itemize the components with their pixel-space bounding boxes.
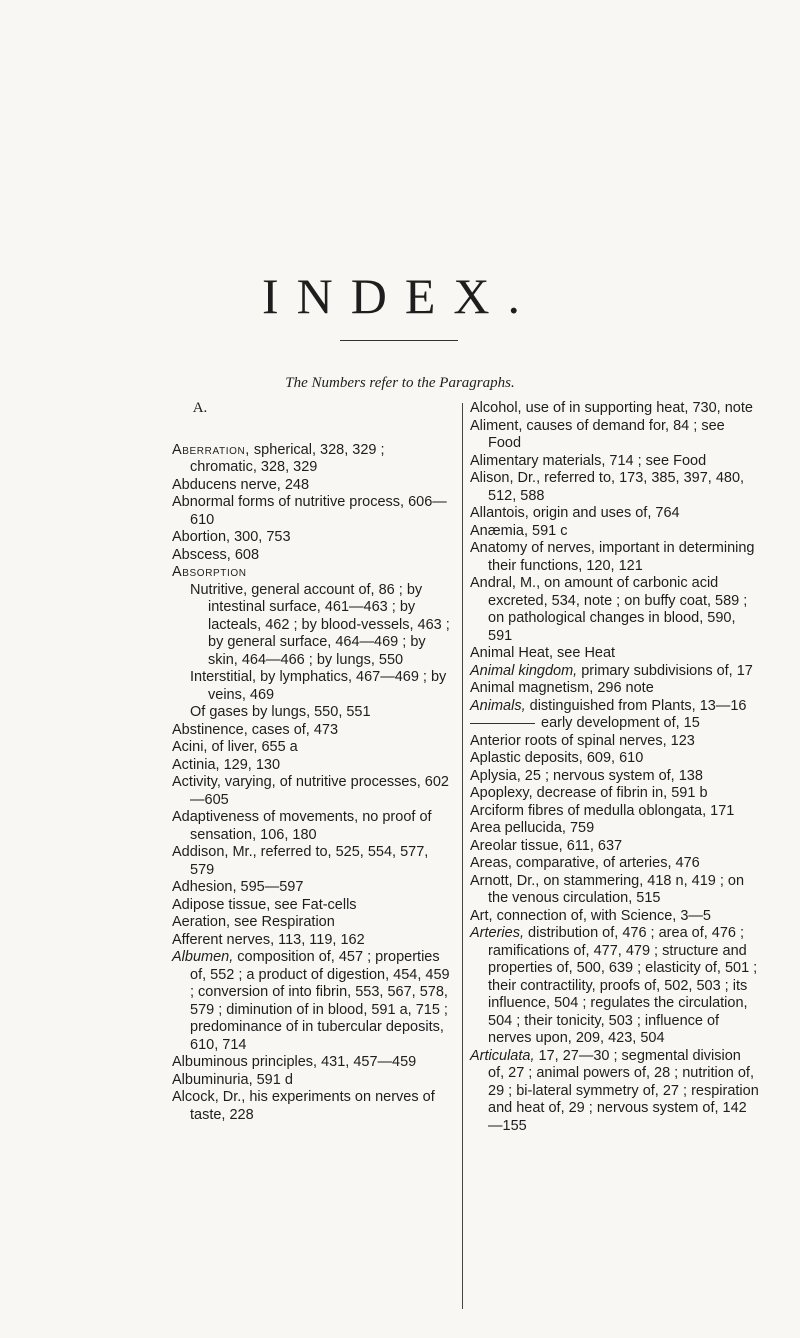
index-entry — [470, 400, 760, 418]
section-letter: A. — [192, 400, 208, 416]
left-column — [172, 400, 454, 1124]
entry-text: Acini, of liver, 655 a — [172, 739, 298, 755]
index-entry — [172, 949, 454, 1054]
entry-rest: distribution of, 476 ; area of, 476 ; ramifications of, 477, 479 ; structure and properties of, 500, 639 ; elasticity of, 501 ; their contractility, proofs of, 502, 503 ; its influence, 504 ; regulates the circulation, 504 ; their tonicity, 503 ; influence of nerves upon, 209, 423, 504 — [488, 925, 758, 1046]
entry-text: Actinia, 129, 130 — [172, 756, 281, 773]
ditto-rule — [470, 723, 535, 724]
index-entry — [470, 873, 760, 908]
entry-text: Of gases by lungs, 550, 551 — [190, 704, 371, 720]
entry-text: Abstinence, cases of, 473 — [172, 721, 339, 738]
left-entries — [172, 442, 454, 1125]
entry-text: Art, connection of, with Science, 3—5 — [470, 907, 711, 924]
index-entry — [470, 505, 760, 523]
entry-rest: composition of, 457 ; properties of, 552 ; a product of digestion, 454, 459 ; conversion of into fibrin, 553, 567, 578, 579 ; diminution of in blood, 591 a, 715 ; predominance of in tubercular deposits, 610, 714 — [190, 949, 450, 1053]
index-entry — [470, 838, 760, 856]
index-entry — [470, 418, 760, 453]
index-entry — [172, 477, 454, 495]
entry-text: Areolar tissue, 611, 637 — [470, 837, 623, 854]
index-entry — [470, 540, 760, 575]
index-entry — [470, 803, 760, 821]
index-entry — [172, 582, 454, 670]
entry-head: Animal kingdom, — [470, 662, 578, 679]
index-entry — [172, 1072, 454, 1090]
entry-text: Interstitial, by lymphatics, 467—469 ; by veins, 469 — [190, 669, 447, 703]
entry-text: Areas, comparative, of arteries, 476 — [470, 855, 700, 871]
index-entry — [172, 704, 454, 722]
entry-text: Aeration, see Respiration — [172, 914, 335, 930]
entry-text: early development of, 15 — [541, 715, 700, 731]
index-entry — [470, 645, 760, 663]
entry-rest: spherical, 328, 329 ; chromatic, 328, 329 — [190, 441, 385, 475]
entry-text: Arciform fibres of medulla oblongata, 171 — [470, 802, 735, 819]
title-rule — [340, 340, 458, 341]
entry-head: Aberration, — [172, 441, 250, 458]
index-entry — [470, 575, 760, 645]
entry-head: Arteries, — [470, 925, 524, 941]
index-entry — [470, 750, 760, 768]
entry-text: Abortion, 300, 753 — [172, 529, 291, 545]
entry-text: Activity, varying, of nutritive processes, 602—605 — [172, 774, 449, 808]
entry-text: Alison, Dr., referred to, 173, 385, 397, 480, 512, 588 — [470, 470, 745, 504]
entry-text: Area pellucida, 759 — [470, 820, 595, 836]
index-entry — [172, 1054, 454, 1072]
column-divider — [462, 403, 463, 1309]
entry-text: Anatomy of nerves, important in determining their functions, 120, 121 — [470, 540, 755, 574]
index-entry — [172, 774, 454, 809]
entry-rest: distinguished from Plants, 13—16 — [525, 697, 747, 714]
entry-text: Adhesion, 595—597 — [172, 879, 304, 895]
entry-text: Aplysia, 25 ; nervous system of, 138 — [470, 767, 703, 784]
index-entry — [470, 523, 760, 541]
index-entry — [470, 698, 760, 716]
entry-text: Adipose tissue, see Fat-cells — [172, 896, 357, 913]
entry-rest: 17, 27—30 ; segmental division of, 27 ; animal powers of, 28 ; nutrition of, 29 ; bi-lateral symmetry of, 27 ; respiration and heat of, 29 ; nervous system of, 142—155 — [488, 1047, 759, 1134]
entry-text: Arnott, Dr., on stammering, 418 n, 419 ; on the venous circulation, 515 — [470, 872, 745, 906]
index-entry — [470, 680, 760, 698]
index-entry — [172, 529, 454, 547]
index-entry — [470, 453, 760, 471]
index-entry — [172, 494, 454, 529]
entry-rest: primary subdivisions of, 17 — [577, 662, 753, 679]
entry-text: Nutritive, general account of, 86 ; by intestinal surface, 461—463 ; by lacteals, 462 ; by blood-vessels, 463 ; by general surface, 464—469 ; by skin, 464—466 ; by lungs, 550 — [190, 581, 450, 668]
entry-text: Alimentary materials, 714 ; see Food — [470, 452, 707, 469]
page-title: INDEX. — [261, 268, 539, 324]
index-entry — [172, 442, 454, 477]
entry-text: Alcohol, use of in supporting heat, 730, note — [470, 400, 753, 416]
right-entries — [470, 400, 760, 1135]
entry-text: Addison, Mr., referred to, 525, 554, 577, 579 — [172, 844, 429, 878]
entry-head: Animals, — [470, 697, 526, 714]
entry-text: Aliment, causes of demand for, 84 ; see Food — [470, 417, 725, 451]
index-entry — [172, 897, 454, 915]
index-entry — [470, 1048, 760, 1136]
entry-text: Alcock, Dr., his experiments on nerves of taste, 228 — [172, 1089, 435, 1123]
entry-head: Albumen, — [172, 949, 234, 965]
index-entry — [172, 669, 454, 704]
index-entry — [172, 914, 454, 932]
entry-text: Abnormal forms of nutritive process, 606—610 — [172, 494, 447, 528]
entry-text: Albuminous principles, 431, 457—459 — [172, 1054, 417, 1070]
index-entry — [470, 785, 760, 803]
entry-text: Animal magnetism, 296 note — [470, 680, 654, 696]
entry-text: Allantois, origin and uses of, 764 — [470, 505, 680, 521]
entry-head: Articulata, — [470, 1047, 535, 1064]
index-entry — [172, 564, 454, 582]
index-entry — [172, 1089, 454, 1124]
entry-text: Aplastic deposits, 609, 610 — [470, 750, 644, 766]
index-entry — [172, 809, 454, 844]
entry-text: Anterior roots of spinal nerves, 123 — [470, 732, 695, 749]
index-entry — [470, 820, 760, 838]
index-entry — [172, 844, 454, 879]
entry-text: Abducens nerve, 248 — [172, 476, 310, 493]
entry-text: Afferent nerves, 113, 119, 162 — [172, 931, 365, 948]
entry-text: Andral, M., on amount of carbonic acid excreted, 534, note ; on buffy coat, 589 ; on pathological changes in blood, 590, 591 — [470, 575, 748, 644]
index-entry — [470, 733, 760, 751]
entry-text: Anæmia, 591 c — [470, 522, 568, 539]
entry-head: Absorption — [172, 564, 247, 580]
index-entry — [470, 855, 760, 873]
index-entry — [470, 470, 760, 505]
index-entry — [470, 715, 760, 733]
index-entry — [172, 547, 454, 565]
page-subtitle: The Numbers refer to the Paragraphs. — [285, 375, 515, 391]
entry-text: Albuminuria, 591 d — [172, 1071, 293, 1088]
entry-text: Abscess, 608 — [172, 546, 260, 563]
index-entry — [470, 908, 760, 926]
entry-text: Adaptiveness of movements, no proof of sensation, 106, 180 — [172, 809, 432, 843]
index-entry — [470, 768, 760, 786]
index-entry — [172, 739, 454, 757]
right-column — [470, 400, 760, 1135]
entry-text: Apoplexy, decrease of fibrin in, 591 b — [470, 785, 708, 801]
entry-text: Animal Heat, see Heat — [470, 645, 616, 661]
index-entry — [470, 925, 760, 1048]
index-entry — [172, 932, 454, 950]
index-entry — [470, 663, 760, 681]
index-entry — [172, 879, 454, 897]
index-entry — [172, 757, 454, 775]
index-entry — [172, 722, 454, 740]
